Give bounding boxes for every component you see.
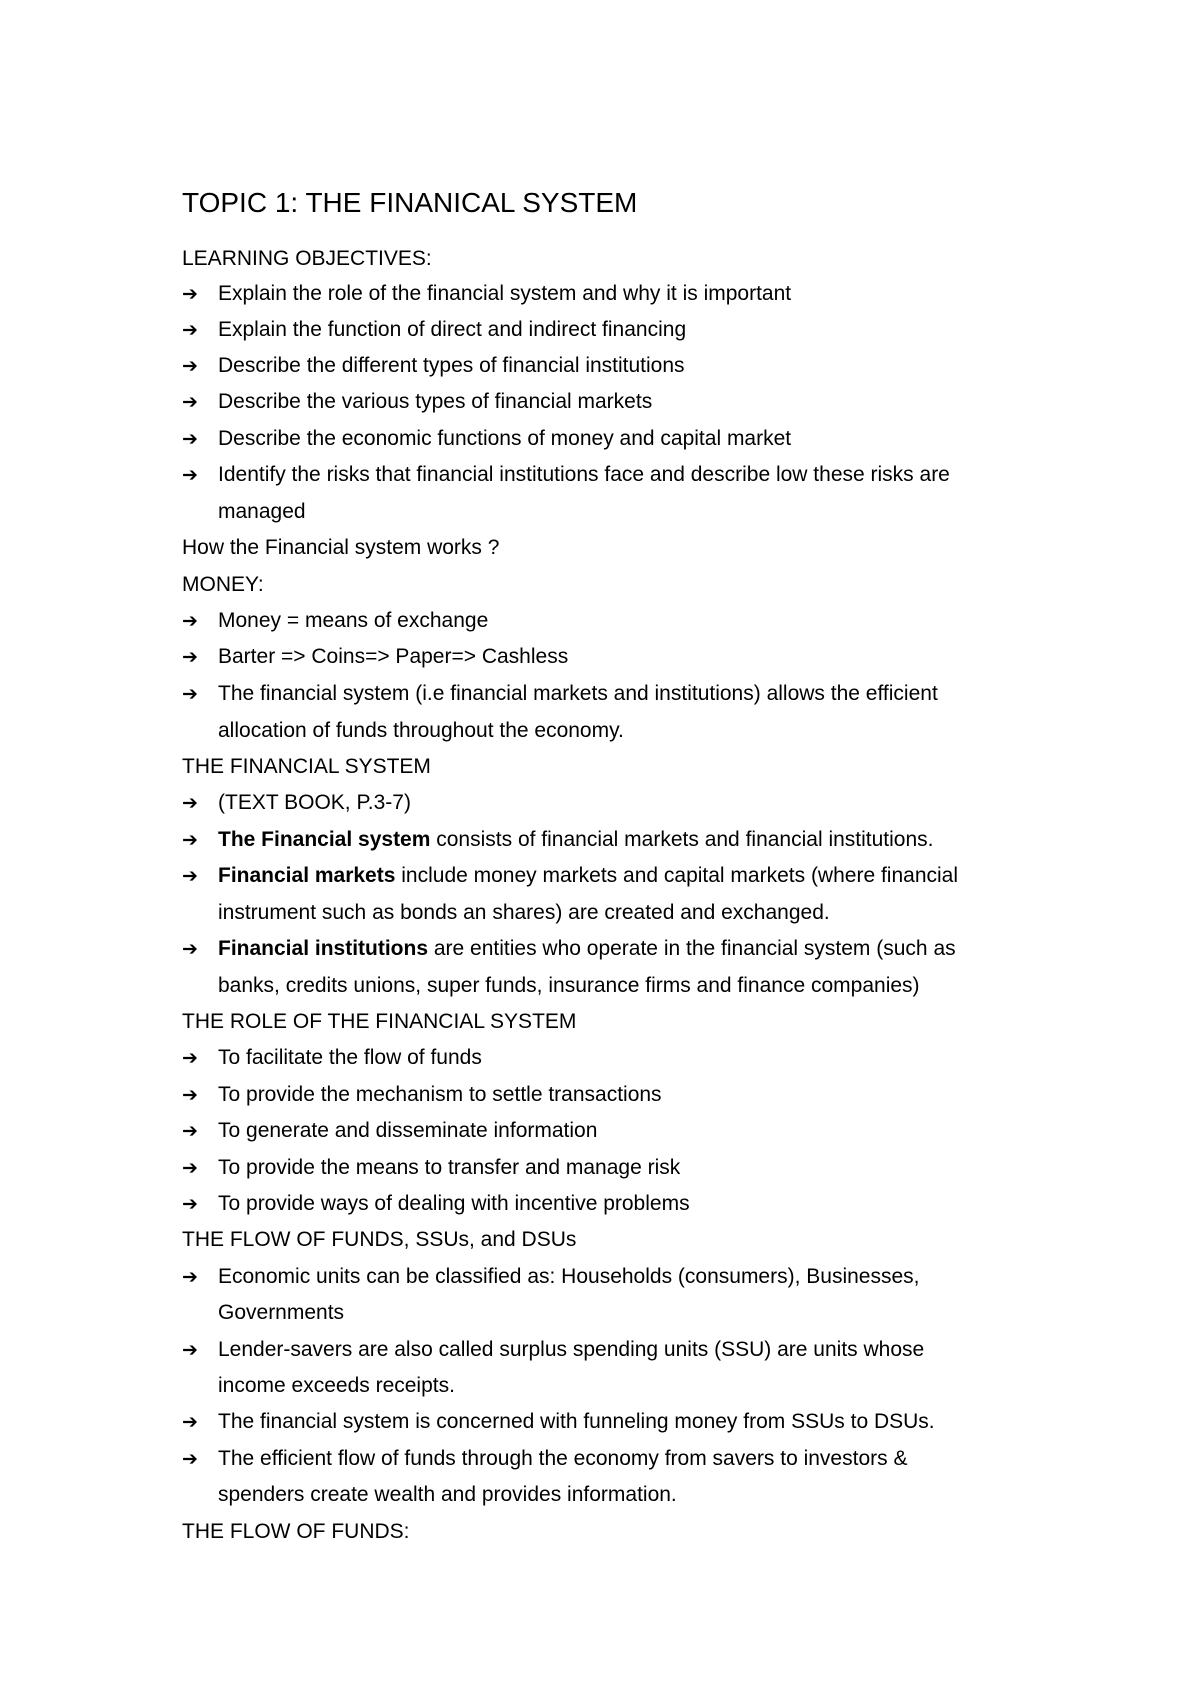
bold-term: Financial markets (218, 864, 396, 887)
flow-item (182, 1444, 907, 1474)
definition-text: are entities who operate in the financial system (such as (428, 937, 956, 960)
arrow-bullet-icon: ➔ (182, 1266, 198, 1288)
arrow-bullet-icon: ➔ (182, 610, 198, 632)
role-item (182, 1080, 662, 1110)
textbook-reference: (TEXT BOOK, P.3-7) (218, 791, 411, 814)
objective-item (182, 460, 950, 490)
money-item (182, 606, 488, 636)
role-item (182, 1153, 680, 1183)
page-title: TOPIC 1: THE FINANICAL SYSTEM (182, 187, 638, 218)
objective-item (182, 315, 686, 345)
financial-system-item (182, 788, 411, 818)
arrow-bullet-icon: ➔ (182, 1120, 198, 1142)
flow-text: The efficient flow of funds through the economy from savers to investors & (218, 1447, 908, 1470)
arrow-bullet-icon: ➔ (182, 283, 198, 305)
flow-heading: THE FLOW OF FUNDS, SSUs, and DSUs (182, 1228, 577, 1251)
objective-item (182, 351, 685, 381)
arrow-bullet-icon: ➔ (182, 792, 198, 814)
flow-item (182, 1335, 924, 1365)
objective-text: Identify the risks that financial institutions face and describe low these risks are (218, 463, 950, 486)
role-item (182, 1189, 690, 1219)
arrow-bullet-icon: ➔ (182, 1157, 198, 1179)
role-text: To provide the means to transfer and manage risk (218, 1156, 681, 1179)
money-text: Barter => Coins=> Paper=> Cashless (218, 645, 569, 668)
arrow-bullet-icon: ➔ (182, 355, 198, 377)
arrow-bullet-icon: ➔ (182, 1411, 198, 1433)
financial-system-item (182, 861, 958, 891)
objective-text: Explain the role of the financial system and why it is important (218, 282, 792, 305)
flow-of-funds-heading: THE FLOW OF FUNDS: (182, 1520, 410, 1543)
flow-continuation: Governments (218, 1301, 345, 1324)
financial-system-item (182, 825, 934, 855)
bold-term: The Financial system (218, 828, 431, 851)
money-item (182, 642, 568, 672)
flow-text: Economic units can be classified as: Households (consumers), Businesses, (218, 1265, 920, 1288)
objective-text: Describe the economic functions of money and capital market (218, 427, 792, 450)
definition-continuation: instrument such as bonds an shares) are created and exchanged. (218, 901, 830, 924)
learning-objectives-heading: LEARNING OBJECTIVES: (182, 247, 432, 270)
objective-text: Describe the various types of financial markets (218, 390, 653, 413)
bold-term: Financial institutions (218, 937, 429, 960)
arrow-bullet-icon: ➔ (182, 464, 198, 486)
money-heading: MONEY: (182, 573, 264, 596)
objective-item (182, 279, 791, 309)
role-heading: THE ROLE OF THE FINANCIAL SYSTEM (182, 1010, 577, 1033)
arrow-bullet-icon: ➔ (182, 1084, 198, 1106)
definition-continuation: banks, credits unions, super funds, insurance firms and finance companies) (218, 974, 920, 997)
flow-text: The financial system is concerned with funneling money from SSUs to DSUs. (218, 1410, 935, 1433)
flow-continuation: income exceeds receipts. (218, 1374, 455, 1397)
flow-item (182, 1407, 935, 1437)
arrow-bullet-icon: ➔ (182, 1193, 198, 1215)
objective-item (182, 387, 652, 417)
arrow-bullet-icon: ➔ (182, 683, 198, 705)
arrow-bullet-icon: ➔ (182, 865, 198, 887)
money-text: The financial system (i.e financial markets and institutions) allows the efficient (218, 682, 938, 705)
arrow-bullet-icon: ➔ (182, 646, 198, 668)
role-text: To generate and disseminate information (218, 1119, 598, 1142)
arrow-bullet-icon: ➔ (182, 1047, 198, 1069)
role-item (182, 1116, 597, 1146)
flow-item (182, 1262, 920, 1292)
arrow-bullet-icon: ➔ (182, 1339, 198, 1361)
objective-text: Describe the different types of financial institutions (218, 354, 685, 377)
role-text: To provide the mechanism to settle transactions (218, 1083, 662, 1106)
arrow-bullet-icon: ➔ (182, 829, 198, 851)
arrow-bullet-icon: ➔ (182, 1448, 198, 1470)
role-text: To provide ways of dealing with incentive problems (218, 1192, 690, 1215)
role-item (182, 1043, 482, 1073)
objective-text: Explain the function of direct and indirect financing (218, 318, 687, 341)
role-text: To facilitate the flow of funds (218, 1046, 482, 1069)
definition-text: include money markets and capital markets (where financial (395, 864, 959, 887)
flow-continuation: spenders create wealth and provides information. (218, 1483, 677, 1506)
arrow-bullet-icon: ➔ (182, 319, 198, 341)
flow-text: Lender-savers are also called surplus spending units (SSU) are units whose (218, 1338, 925, 1361)
money-item (182, 679, 938, 709)
financial-system-heading: THE FINANCIAL SYSTEM (182, 755, 431, 778)
how-works-line: How the Financial system works ? (182, 536, 500, 559)
money-continuation: allocation of funds throughout the economy. (218, 719, 624, 742)
money-text: Money = means of exchange (218, 609, 489, 632)
arrow-bullet-icon: ➔ (182, 391, 198, 413)
objective-item (182, 424, 791, 454)
arrow-bullet-icon: ➔ (182, 938, 198, 960)
objective-continuation: managed (218, 500, 306, 523)
financial-system-item (182, 934, 956, 964)
arrow-bullet-icon: ➔ (182, 428, 198, 450)
definition-text: consists of financial markets and financial institutions. (430, 828, 934, 851)
